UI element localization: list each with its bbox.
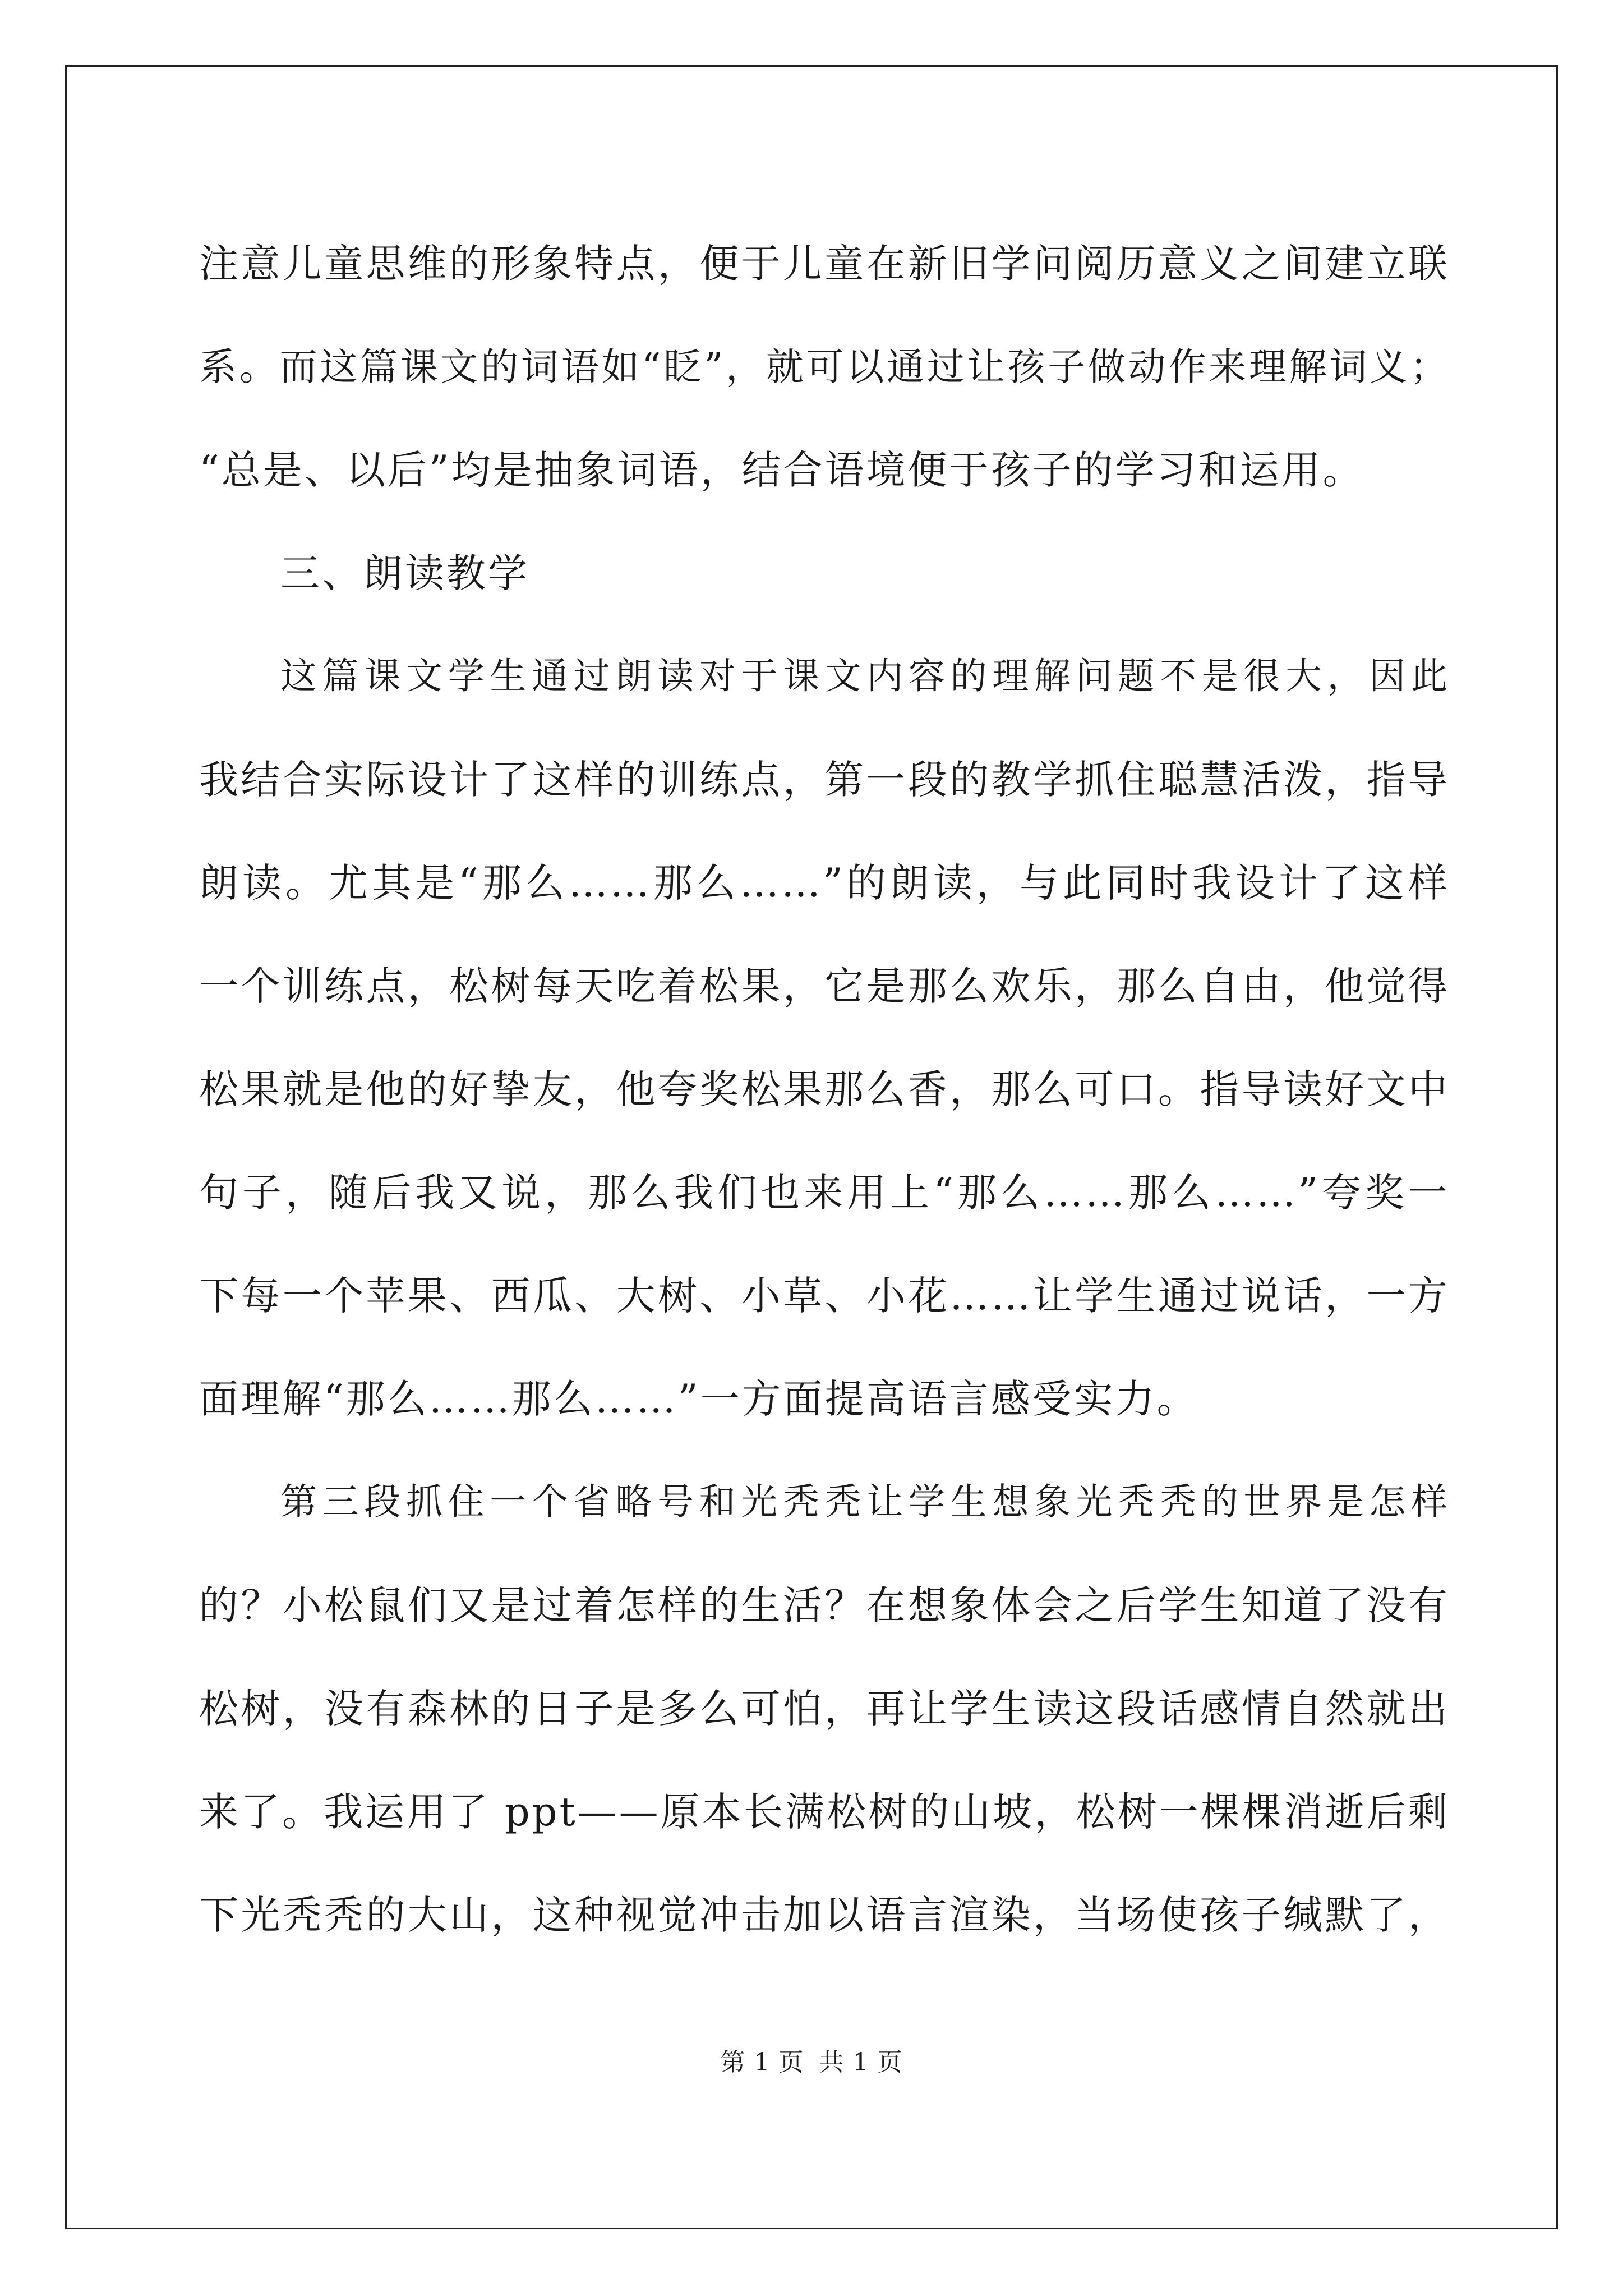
- text-line: 的？小松鼠们又是过着怎样的生活？在想象体会之后学生知道了没有: [199, 1582, 1450, 1628]
- text-line: 这篇课文学生通过朗读对于课文内容的理解问题不是很大，因此: [280, 655, 1450, 697]
- document-body: [199, 212, 1450, 1967]
- text-line: 一个训练点，松树每天吃着松果，它是那么欢乐，那么自由，他觉得: [199, 963, 1450, 1009]
- text-line: 来了。我运用了 ppt——原本长满松树的山坡，松树一棵棵消逝后剩: [199, 1789, 1450, 1835]
- text-line: 系。而这篇课文的词语如“眨”，就可以通过让孩子做动作来理解词义；: [199, 345, 1450, 389]
- page-number: 第 1 页: [720, 2048, 804, 2077]
- section-heading: 三、朗读教学: [280, 550, 529, 596]
- text-line: 松树，没有森林的日子是多么可怕，再让学生读这段话感情自然就出: [199, 1686, 1450, 1732]
- text-line: 下每一个苹果、西瓜、大树、小草、小花……让学生通过说话，一方: [199, 1273, 1450, 1319]
- page-total: 共 1 页: [819, 2048, 903, 2077]
- text-line: 句子，随后我又说，那么我们也来用上“那么……那么……”夸奖一: [199, 1170, 1450, 1216]
- text-line: 下光秃秃的大山，这种视觉冲击加以语言渲染，当场使孩子缄默了，: [199, 1892, 1450, 1938]
- text-line: “总是、以后”均是抽象词语，结合语境便于孩子的学习和运用。: [199, 447, 1364, 493]
- text-line: 我结合实际设计了这样的训练点，第一段的教学抓住聪慧活泼，指导: [199, 757, 1450, 803]
- text-line: 松果就是他的好挚友，他夸奖松果那么香，那么可口。指导读好文中: [199, 1066, 1450, 1112]
- text-line: 第三段抓住一个省略号和光秃秃让学生想象光秃秃的世界是怎样: [280, 1481, 1450, 1523]
- text-line: 朗读。尤其是“那么……那么……”的朗读，与此同时我设计了这样: [199, 860, 1450, 906]
- page-footer: [0, 2042, 1623, 2078]
- text-line: 注意儿童思维的形象特点，便于儿童在新旧学问阅历意义之间建立联: [199, 241, 1450, 287]
- text-line: 面理解“那么……那么……”一方面提高语言感受实力。: [199, 1376, 1198, 1422]
